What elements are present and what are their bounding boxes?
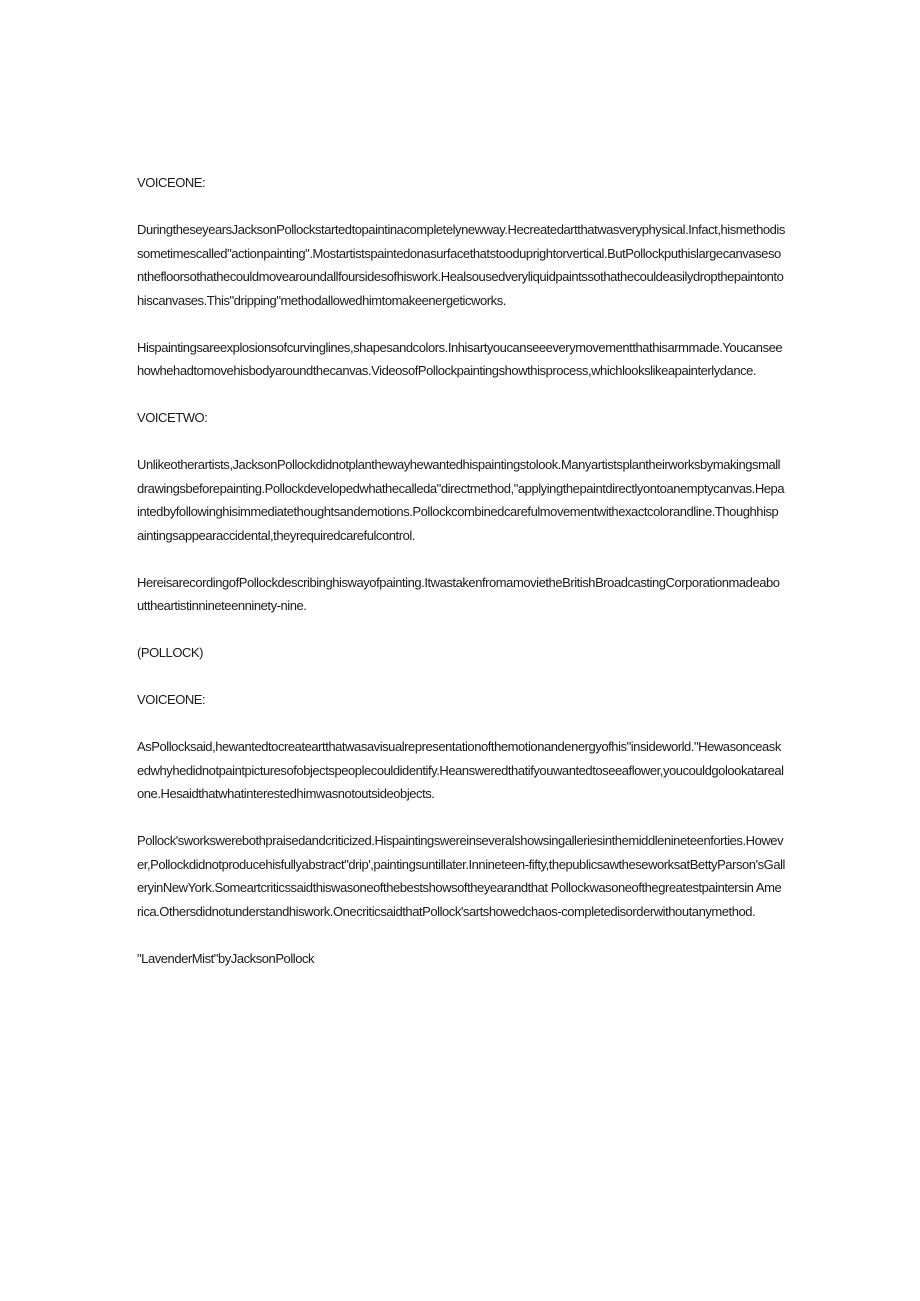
paragraph: HereisarecordingofPollockdescribinghiswayofpainting.ItwastakenfromamovietheBritishBroadcastingCorporationmadeabouttheartistinnineteenninety-nine.: [137, 574, 780, 613]
paragraph: DuringtheseyearsJacksonPollockstartedtopaintinacompletelynewway.Hecreatedartthatwasveryphysical.Infact,hismethodissometimescalled"actionpainting".Mostartistspaintedonasurfacethatstooduprightorvertical.ButPollockputhislargecanvasesonthefloorsothathecouldmovearoundallfoursidesofhiswork.Healsousedveryliquidpaintssothathecouldeasilydropthepaintontohiscanvases.This"dripping"methodallowedhimtomakeenergeticworks.: [137, 222, 785, 308]
paragraph: Hispaintingsareexplosionsofcurvinglines,shapesandcolors.Inhisartyoucanseeeverymovementthathisarmmade.Youcanseehowhehadtomovehisbodyaroundthecanvas.VideosofPollockpaintingshowthisprocess,whichlookslikeapainterlydance.: [137, 339, 783, 378]
speaker-label: VOICEONE:: [137, 175, 206, 190]
paragraph: Unlikeotherartists,JacksonPollockdidnotplanthewayhewantedhispaintingstolook.Manyartistsplantheirworksbymakingsmalldrawingsbeforepainting.Pollockdevelopedwhathecalleda"directmethod,"applyingthepaintdirectlyontoanemptycanvas.Hepaintedbyfollowinghisimmediatethoughtsandemotions.Pollockcombinedcarefulmovementwithexactcolorandline.Thoughhispaintingsappearaccidental,theyrequiredcarefulcontrol.: [137, 457, 785, 543]
paragraph: AsPollocksaid,hewantedtocreateartthatwasavisualrepresentationofthemotionandenergyofhis"insideworld."Hewasonceaskedwhyhedidnotpaintpicturesofobjectspeoplecouldidentify.Heansweredthatifyouwantedtoseeaflower,youcouldgolookatarealone.Hesaidthatwhatinterestedhimwasnotoutsideobjects.: [137, 739, 784, 801]
caption: "LavenderMist"byJacksonPollock: [137, 950, 315, 966]
speaker-label: VOICEONE:: [137, 692, 206, 707]
speaker-label: (POLLOCK): [137, 645, 204, 660]
speaker-label: VOICETWO:: [137, 410, 208, 425]
paragraph: Pollock'sworkswerebothpraisedandcriticized.Hispaintingswereinseveralshowsingalleriesinthemiddlenineteenforties.However,Pollockdidnotproducehisfullyabstract"drip',paintingsuntillater.Innineteen-fifty,thepublicsawtheseworksatBettyParson'sGalleryinNewYork.Someartcriticssaidthiswasoneofthebestshowsoftheyearandthat Pollockwasoneofthegreatestpaintersin America.Othersdidnotunderstandhiswork.OnecriticsaidthatPollock'sartshowedchaos-completedisorderwithoutanymethod.: [137, 833, 785, 919]
document-body: [137, 171, 785, 970]
